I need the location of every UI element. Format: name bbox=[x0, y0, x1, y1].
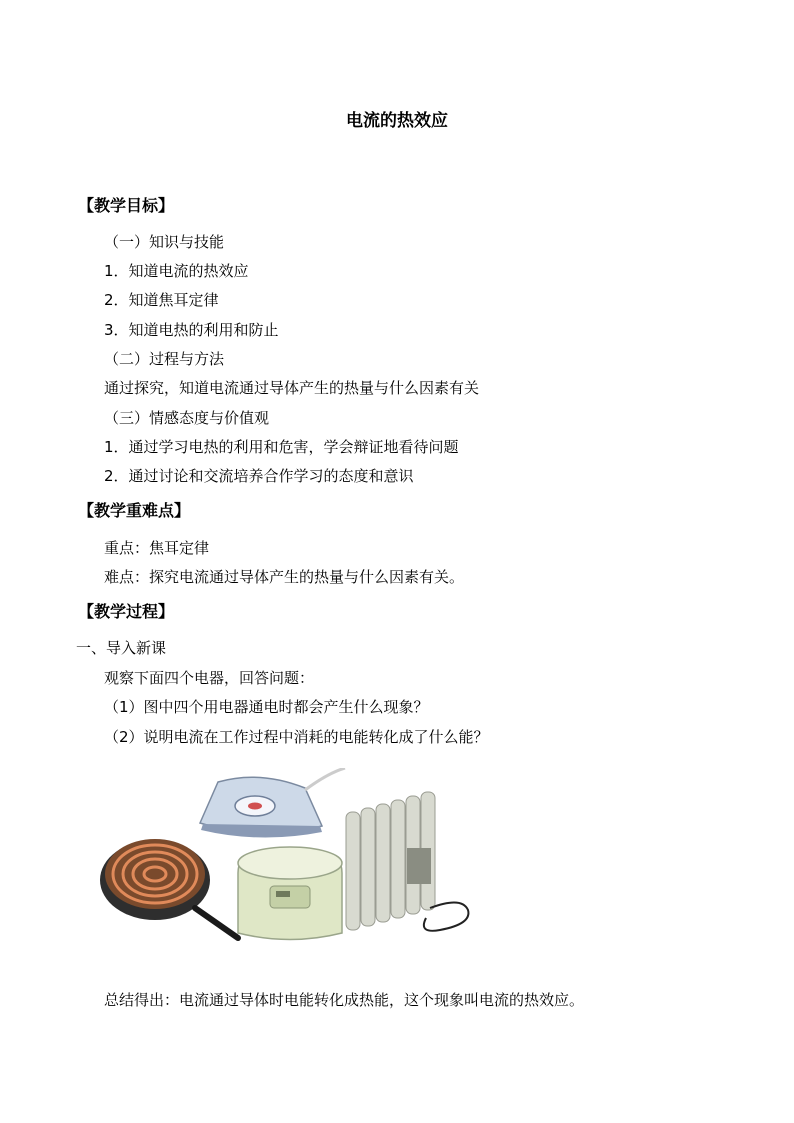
summary-text: 总结得出：电流通过导体时电能转化成热能，这个现象叫电流的热效应。 bbox=[104, 991, 585, 1009]
part-heading: 一、导入新课 bbox=[76, 639, 167, 657]
key-point: 重点：焦耳定律 bbox=[104, 539, 210, 557]
section-heading-process: 【教学过程】 bbox=[78, 602, 175, 621]
goal-item: 1．通过学习电热的利用和危害，学会辩证地看待问题 bbox=[104, 438, 459, 456]
question-2: （2）说明电流在工作过程中消耗的电能转化成了什么能？ bbox=[104, 728, 489, 746]
appliances-figure bbox=[100, 768, 480, 950]
section-heading-goals: 【教学目标】 bbox=[78, 196, 175, 215]
oil-heater-image bbox=[346, 792, 468, 931]
goal-item: 1．知道电流的热效应 bbox=[104, 262, 249, 280]
process-method-heading: （二）过程与方法 bbox=[104, 350, 225, 368]
goal-item: 2．通过讨论和交流培养合作学习的态度和意识 bbox=[104, 467, 414, 485]
goal-item: 2．知道焦耳定律 bbox=[104, 291, 219, 309]
knowledge-heading: （一）知识与技能 bbox=[104, 233, 225, 251]
intro-text: 观察下面四个电器，回答问题： bbox=[104, 669, 315, 687]
goal-item: 3．知道电热的利用和防止 bbox=[104, 321, 279, 339]
question-1: （1）图中四个用电器通电时都会产生什么现象？ bbox=[104, 698, 429, 716]
section-heading-keypoints: 【教学重难点】 bbox=[78, 501, 191, 520]
difficult-point: 难点：探究电流通过导体产生的热量与什么因素有关。 bbox=[104, 568, 465, 586]
emotion-heading: （三）情感态度与价值观 bbox=[104, 409, 270, 427]
page-title: 电流的热效应 bbox=[346, 111, 448, 131]
process-method-text: 通过探究，知道电流通过导体产生的热量与什么因素有关 bbox=[104, 379, 480, 397]
rice-cooker-image bbox=[238, 847, 342, 940]
hot-plate-image bbox=[100, 839, 238, 938]
iron-image bbox=[200, 768, 345, 838]
